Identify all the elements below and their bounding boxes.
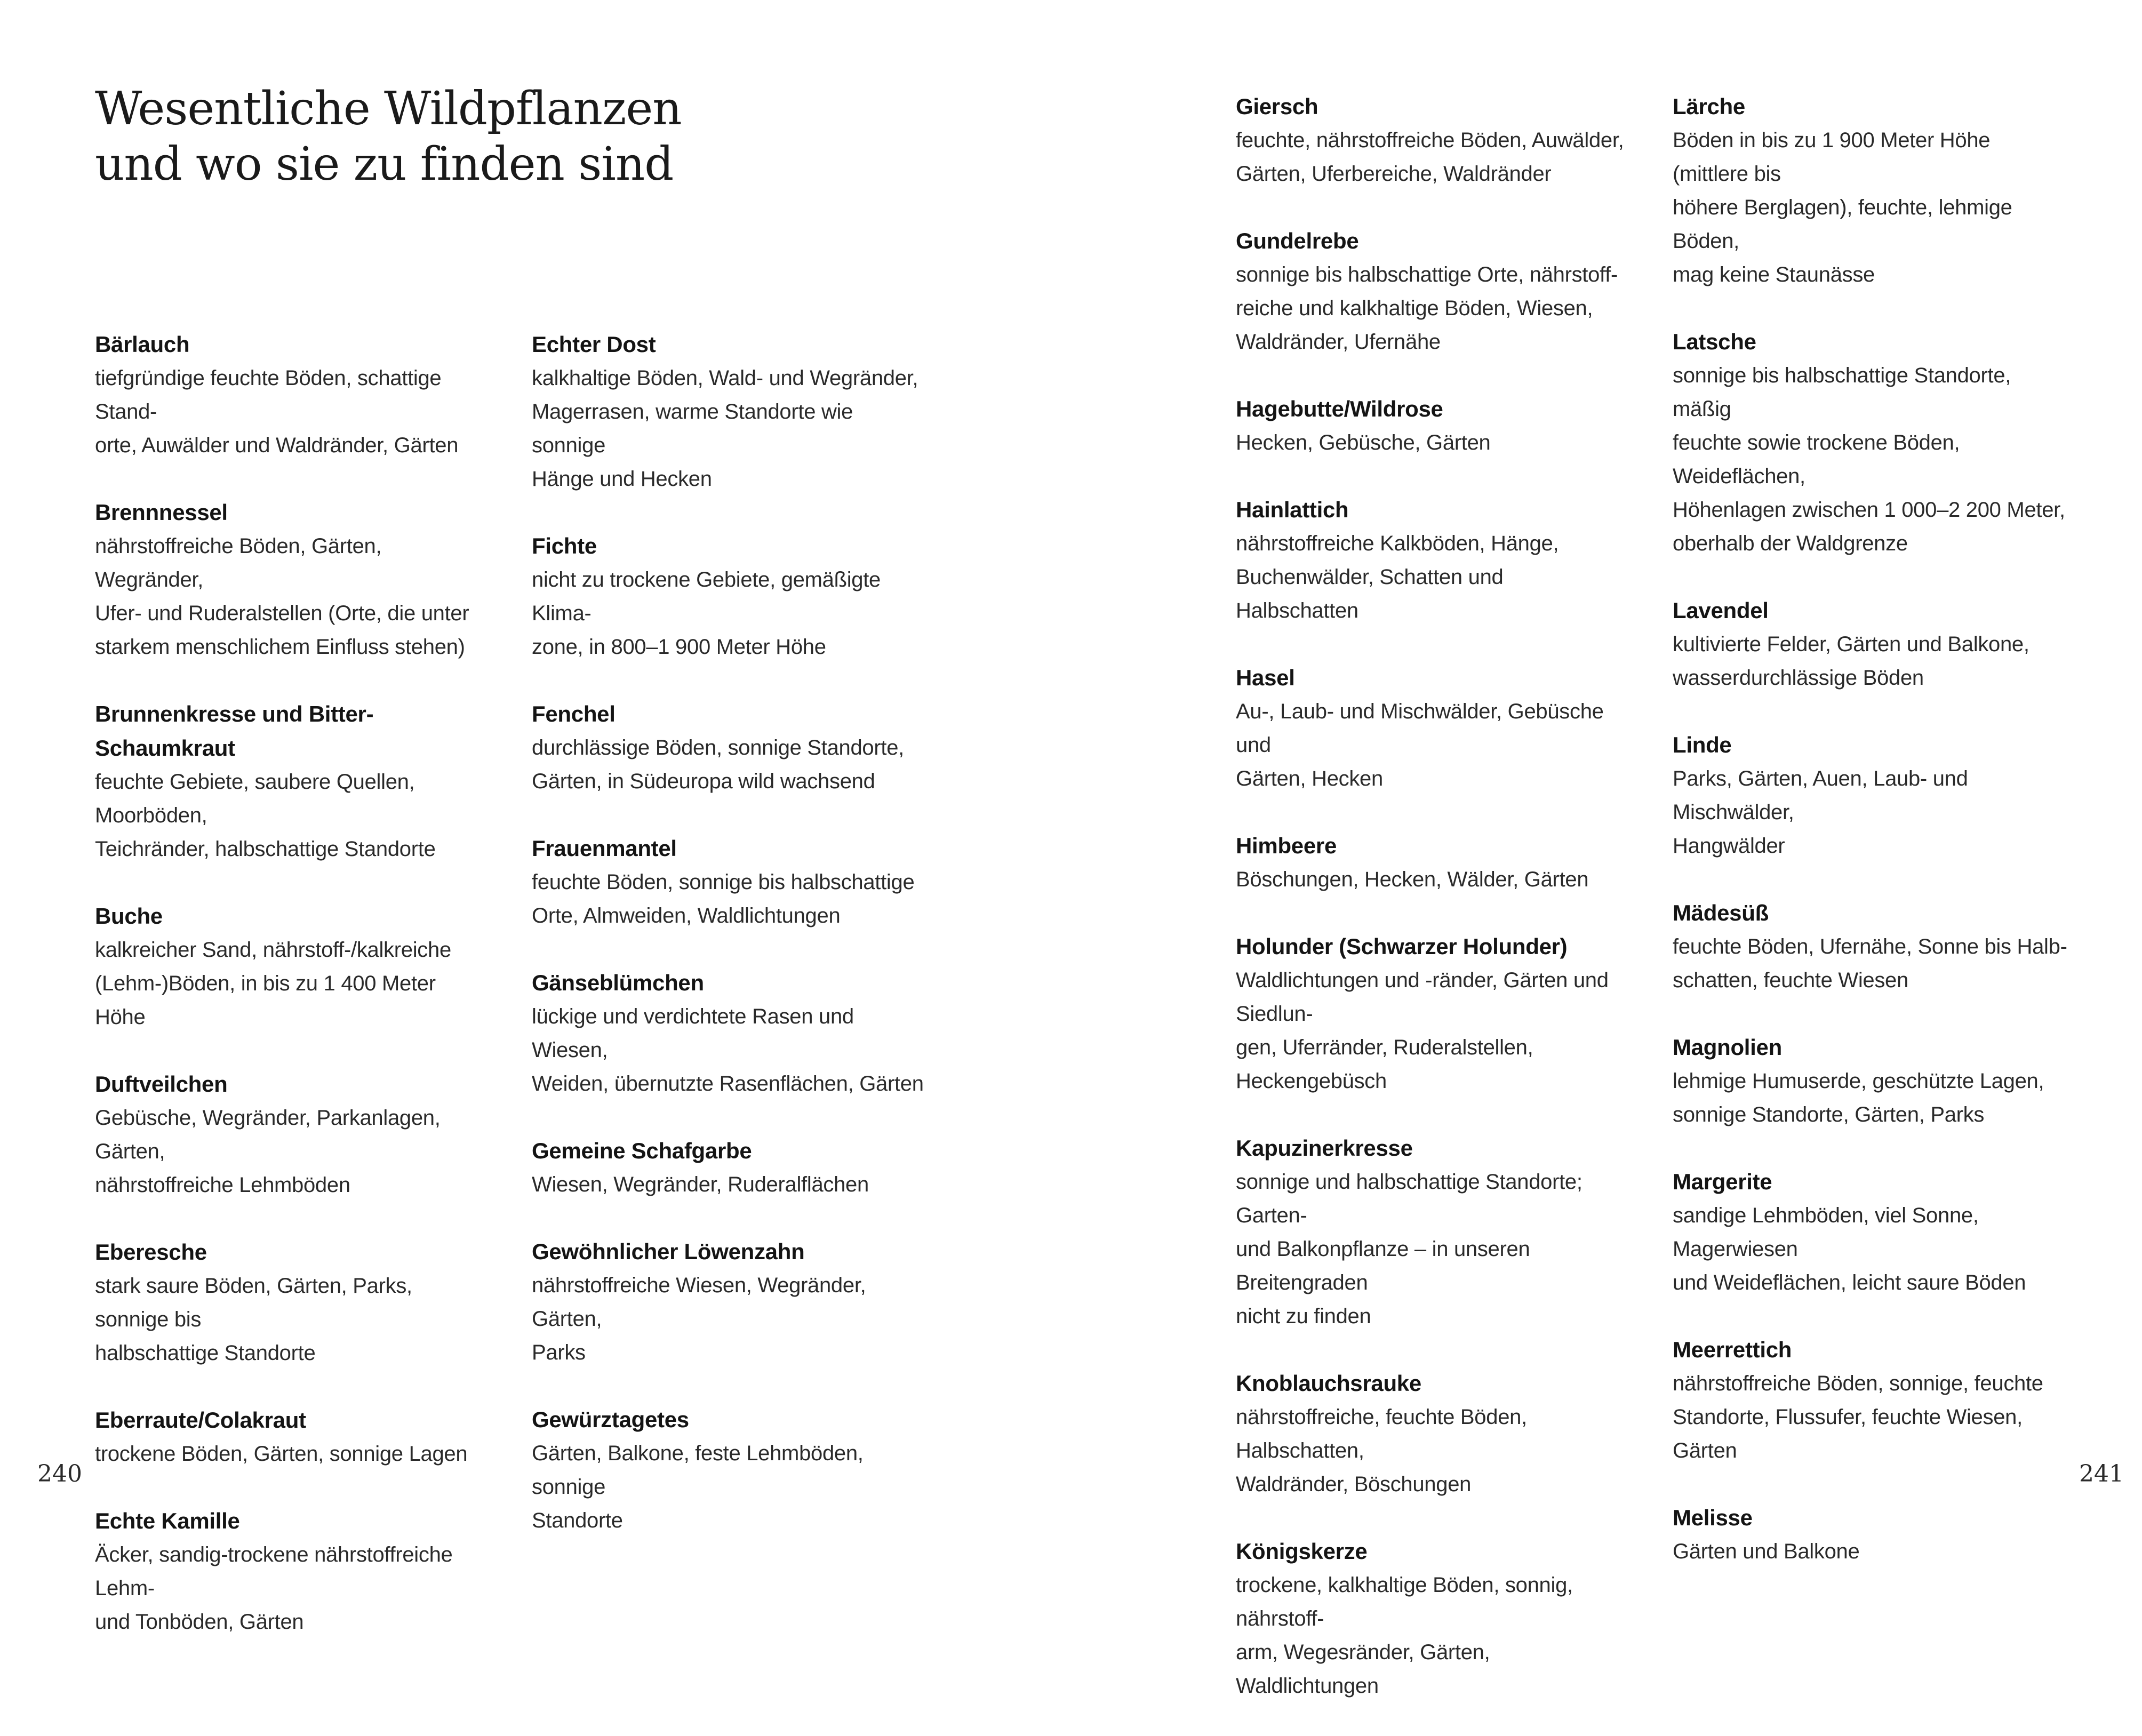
plant-name: Fenchel bbox=[532, 701, 616, 726]
page-number-right: 241 bbox=[2079, 1460, 2124, 1487]
plant-name: Holunder (Schwarzer Holunder) bbox=[1236, 934, 1568, 959]
plant-entry bbox=[95, 495, 490, 664]
habitat-line: reiche und kalkhaltige Böden, Wiesen, bbox=[1236, 297, 1593, 320]
plant-name: Gundelrebe bbox=[1236, 228, 1359, 253]
plant-entry bbox=[95, 1504, 490, 1639]
habitat-line: stark saure Böden, Gärten, Parks, sonnige bis bbox=[95, 1274, 412, 1331]
plant-entry bbox=[95, 899, 490, 1034]
habitat-line: nährstoffreiche Böden, sonnige, feuchte bbox=[1673, 1372, 2043, 1395]
habitat-line: kalkreicher Sand, nährstoff-/kalkreiche bbox=[95, 938, 451, 962]
habitat-line: feuchte sowie trockene Böden, Weideflächen, bbox=[1673, 431, 1960, 488]
plant-name: Latsche bbox=[1673, 329, 1756, 354]
plant-entry bbox=[1673, 1501, 2067, 1569]
plant-name: Mädesüß bbox=[1673, 900, 1769, 925]
habitat-line: oberhalb der Waldgrenze bbox=[1673, 532, 1908, 555]
plant-name: Knoblauchsrauke bbox=[1236, 1371, 1421, 1396]
habitat-line: Standorte bbox=[532, 1509, 623, 1532]
plant-name: Fichte bbox=[532, 533, 597, 558]
habitat-line: sonnige bis halbschattige Orte, nährstoff- bbox=[1236, 263, 1618, 286]
habitat-line: Wiesen, Wegränder, Ruderalflächen bbox=[532, 1173, 869, 1196]
plant-entry bbox=[532, 1403, 926, 1538]
plant-name: Echte Kamille bbox=[95, 1508, 240, 1533]
plant-name: Brennnessel bbox=[95, 500, 228, 525]
plant-name: Buche bbox=[95, 903, 163, 929]
habitat-line: Gärten, in Südeuropa wild wachsend bbox=[532, 770, 875, 793]
plant-column-3 bbox=[1236, 90, 1631, 1736]
plant-entry bbox=[532, 1235, 926, 1370]
habitat-line: feuchte Gebiete, saubere Quellen, Moorböden, bbox=[95, 770, 415, 827]
habitat-line: sonnige Standorte, Gärten, Parks bbox=[1673, 1103, 1985, 1126]
habitat-line: kalkhaltige Böden, Wald- und Wegränder, bbox=[532, 366, 918, 390]
habitat-line: und Tonböden, Gärten bbox=[95, 1610, 304, 1634]
plant-name: Gemeine Schafgarbe bbox=[532, 1138, 752, 1163]
habitat-line: nicht zu finden bbox=[1236, 1305, 1371, 1328]
habitat-line: Parks, Gärten, Auen, Laub- und Mischwälder, bbox=[1673, 767, 1968, 824]
plant-entry bbox=[532, 529, 926, 664]
plant-name: Hainlattich bbox=[1236, 497, 1349, 522]
habitat-line: sonnige und halbschattige Standorte; Garten- bbox=[1236, 1170, 1582, 1227]
habitat-line: Äcker, sandig-trockene nährstoffreiche Lehm- bbox=[95, 1543, 453, 1600]
habitat-line: kultivierte Felder, Gärten und Balkone, bbox=[1673, 633, 2029, 656]
plant-name: Himbeere bbox=[1236, 833, 1337, 858]
habitat-line: Buchenwälder, Schatten und Halbschatten bbox=[1236, 565, 1504, 622]
habitat-line: Gärten, Uferbereiche, Waldränder bbox=[1236, 162, 1552, 186]
habitat-line: und Balkonpflanze – in unseren Breitengraden bbox=[1236, 1237, 1530, 1294]
page-title-line-2: und wo sie zu finden sind bbox=[95, 138, 674, 191]
plant-name: Meerrettich bbox=[1673, 1337, 1792, 1362]
habitat-line: lehmige Humuserde, geschützte Lagen, bbox=[1673, 1069, 2044, 1093]
plant-entry bbox=[95, 1235, 490, 1370]
habitat-line: und Weideflächen, leicht saure Böden bbox=[1673, 1271, 2026, 1294]
habitat-line: mag keine Staunässe bbox=[1673, 263, 1875, 286]
plant-entry bbox=[95, 327, 490, 462]
habitat-line: Waldlichtungen und -ränder, Gärten und Siedlun- bbox=[1236, 969, 1609, 1026]
habitat-line: nährstoffreiche Kalkböden, Hänge, bbox=[1236, 532, 1559, 555]
plant-entry bbox=[1236, 1366, 1631, 1501]
habitat-line: sandige Lehmböden, viel Sonne, Magerwiesen bbox=[1673, 1204, 1979, 1261]
habitat-line: nährstoffreiche Lehmböden bbox=[95, 1173, 350, 1197]
page-number-left: 240 bbox=[37, 1460, 82, 1487]
plant-name: Magnolien bbox=[1673, 1035, 1782, 1060]
plant-name: Gänseblümchen bbox=[532, 970, 704, 995]
plant-name: Bärlauch bbox=[95, 332, 190, 357]
plant-entry bbox=[1236, 829, 1631, 897]
habitat-line: Ufer- und Ruderalstellen (Orte, die unter bbox=[95, 602, 469, 625]
plant-column-4 bbox=[1673, 90, 2067, 1602]
plant-entry bbox=[1673, 90, 2067, 292]
plant-entry bbox=[532, 1134, 926, 1202]
habitat-line: Gärten und Balkone bbox=[1673, 1540, 1860, 1563]
habitat-line: Böden in bis zu 1 900 Meter Höhe (mittlere bis bbox=[1673, 129, 1991, 186]
plant-entry bbox=[1673, 728, 2067, 863]
plant-entry bbox=[532, 831, 926, 933]
plant-entry bbox=[95, 1403, 490, 1471]
habitat-line: trockene Böden, Gärten, sonnige Lagen bbox=[95, 1442, 468, 1466]
plant-entry bbox=[1673, 1165, 2067, 1300]
plant-column-1 bbox=[95, 327, 490, 1672]
plant-name: Gewöhnlicher Löwenzahn bbox=[532, 1239, 805, 1264]
habitat-line: trockene, kalkhaltige Böden, sonnig, nährstoff- bbox=[1236, 1573, 1573, 1630]
plant-entry bbox=[1236, 1534, 1631, 1703]
plant-entry bbox=[1673, 325, 2067, 561]
plant-name: Königskerze bbox=[1236, 1539, 1368, 1564]
plant-name: Linde bbox=[1673, 732, 1732, 757]
habitat-line: arm, Wegesränder, Gärten, Waldlichtungen bbox=[1236, 1641, 1490, 1698]
plant-name: Eberraute/Colakraut bbox=[95, 1407, 306, 1433]
plant-name: Gewürztagetes bbox=[532, 1407, 689, 1432]
plant-name: Lavendel bbox=[1673, 598, 1769, 623]
habitat-line: Weiden, übernutzte Rasenflächen, Gärten bbox=[532, 1072, 924, 1095]
habitat-line: tiefgründige feuchte Böden, schattige Stand- bbox=[95, 366, 442, 423]
plant-entry bbox=[1673, 896, 2067, 997]
habitat-line: Hangwälder bbox=[1673, 834, 1785, 858]
plant-name: Giersch bbox=[1236, 94, 1318, 119]
habitat-line: lückige und verdichtete Rasen und Wiesen, bbox=[532, 1005, 854, 1062]
plant-entry bbox=[1236, 1131, 1631, 1333]
plant-name: Kapuzinerkresse bbox=[1236, 1135, 1413, 1161]
habitat-line: zone, in 800–1 900 Meter Höhe bbox=[532, 635, 826, 659]
plant-entry bbox=[1236, 224, 1631, 359]
habitat-line: Orte, Almweiden, Waldlichtungen bbox=[532, 904, 841, 927]
habitat-line: nicht zu trockene Gebiete, gemäßigte Klima- bbox=[532, 568, 881, 625]
plant-entry bbox=[1236, 661, 1631, 796]
plant-column-2 bbox=[532, 327, 926, 1571]
plant-entry bbox=[1673, 1030, 2067, 1132]
habitat-line: nährstoffreiche Wiesen, Wegränder, Gärten, bbox=[532, 1274, 866, 1331]
plant-name: Eberesche bbox=[95, 1239, 207, 1265]
habitat-line: feuchte Böden, Ufernähe, Sonne bis Halb- bbox=[1673, 935, 2067, 958]
page-title bbox=[95, 81, 682, 192]
plant-name: Hagebutte/Wildrose bbox=[1236, 396, 1443, 421]
habitat-line: Au-, Laub- und Mischwälder, Gebüsche und bbox=[1236, 700, 1604, 757]
plant-entry bbox=[1673, 594, 2067, 695]
habitat-line: Parks bbox=[532, 1341, 586, 1364]
habitat-line: höhere Berglagen), feuchte, lehmige Böden, bbox=[1673, 196, 2012, 253]
habitat-line: Teichränder, halbschattige Standorte bbox=[95, 837, 436, 861]
habitat-line: durchlässige Böden, sonnige Standorte, bbox=[532, 736, 904, 759]
habitat-line: feuchte Böden, sonnige bis halbschattige bbox=[532, 870, 915, 894]
plant-name: Echter Dost bbox=[532, 332, 656, 357]
plant-name: Frauenmantel bbox=[532, 836, 677, 861]
page-title-line-1: Wesentliche Wildpflanzen bbox=[95, 82, 682, 135]
plant-name: Brunnenkresse und Bitter-Schaumkraut bbox=[95, 701, 374, 761]
habitat-line: Waldränder, Böschungen bbox=[1236, 1473, 1472, 1496]
habitat-line: orte, Auwälder und Waldränder, Gärten bbox=[95, 434, 459, 457]
habitat-line: Hecken, Gebüsche, Gärten bbox=[1236, 431, 1491, 454]
plant-entry bbox=[532, 697, 926, 798]
plant-entry bbox=[1236, 392, 1631, 460]
plant-entry bbox=[532, 966, 926, 1101]
plant-entry bbox=[532, 327, 926, 496]
plant-entry bbox=[1236, 90, 1631, 191]
plant-entry bbox=[95, 1067, 490, 1202]
habitat-line: Magerrasen, warme Standorte wie sonnige bbox=[532, 400, 853, 457]
plant-entry bbox=[95, 697, 490, 866]
habitat-line: feuchte, nährstoffreiche Böden, Auwälder, bbox=[1236, 129, 1624, 152]
habitat-line: Gärten, Balkone, feste Lehmböden, sonnige bbox=[532, 1442, 864, 1499]
plant-name: Melisse bbox=[1673, 1505, 1753, 1530]
habitat-line: Standorte, Flussufer, feuchte Wiesen, Gärten bbox=[1673, 1405, 2023, 1462]
habitat-line: starkem menschlichem Einfluss stehen) bbox=[95, 635, 465, 659]
plant-entry bbox=[1236, 930, 1631, 1098]
habitat-line: gen, Uferränder, Ruderalstellen, Heckengebüsch bbox=[1236, 1036, 1533, 1093]
habitat-line: sonnige bis halbschattige Standorte, mäßig bbox=[1673, 364, 2011, 421]
habitat-line: nährstoffreiche Böden, Gärten, Wegränder, bbox=[95, 534, 382, 591]
plant-name: Lärche bbox=[1673, 94, 1745, 119]
plant-entry bbox=[1236, 493, 1631, 628]
habitat-line: Höhenlagen zwischen 1 000–2 200 Meter, bbox=[1673, 498, 2065, 522]
plant-name: Duftveilchen bbox=[95, 1071, 228, 1097]
habitat-line: nährstoffreiche, feuchte Böden, Halbschatten, bbox=[1236, 1405, 1527, 1462]
plant-name: Hasel bbox=[1236, 665, 1295, 690]
habitat-line: Waldränder, Ufernähe bbox=[1236, 330, 1441, 354]
habitat-line: Gärten, Hecken bbox=[1236, 767, 1383, 790]
habitat-line: halbschattige Standorte bbox=[95, 1341, 316, 1365]
habitat-line: wasserdurchlässige Böden bbox=[1673, 666, 1924, 690]
habitat-line: Böschungen, Hecken, Wälder, Gärten bbox=[1236, 868, 1589, 891]
habitat-line: Gebüsche, Wegränder, Parkanlagen, Gärten, bbox=[95, 1106, 441, 1163]
plant-entry bbox=[1673, 1333, 2067, 1468]
habitat-line: (Lehm-)Böden, in bis zu 1 400 Meter Höhe bbox=[95, 972, 436, 1029]
habitat-line: schatten, feuchte Wiesen bbox=[1673, 969, 1908, 992]
plant-name: Margerite bbox=[1673, 1169, 1772, 1194]
habitat-line: Hänge und Hecken bbox=[532, 467, 712, 491]
